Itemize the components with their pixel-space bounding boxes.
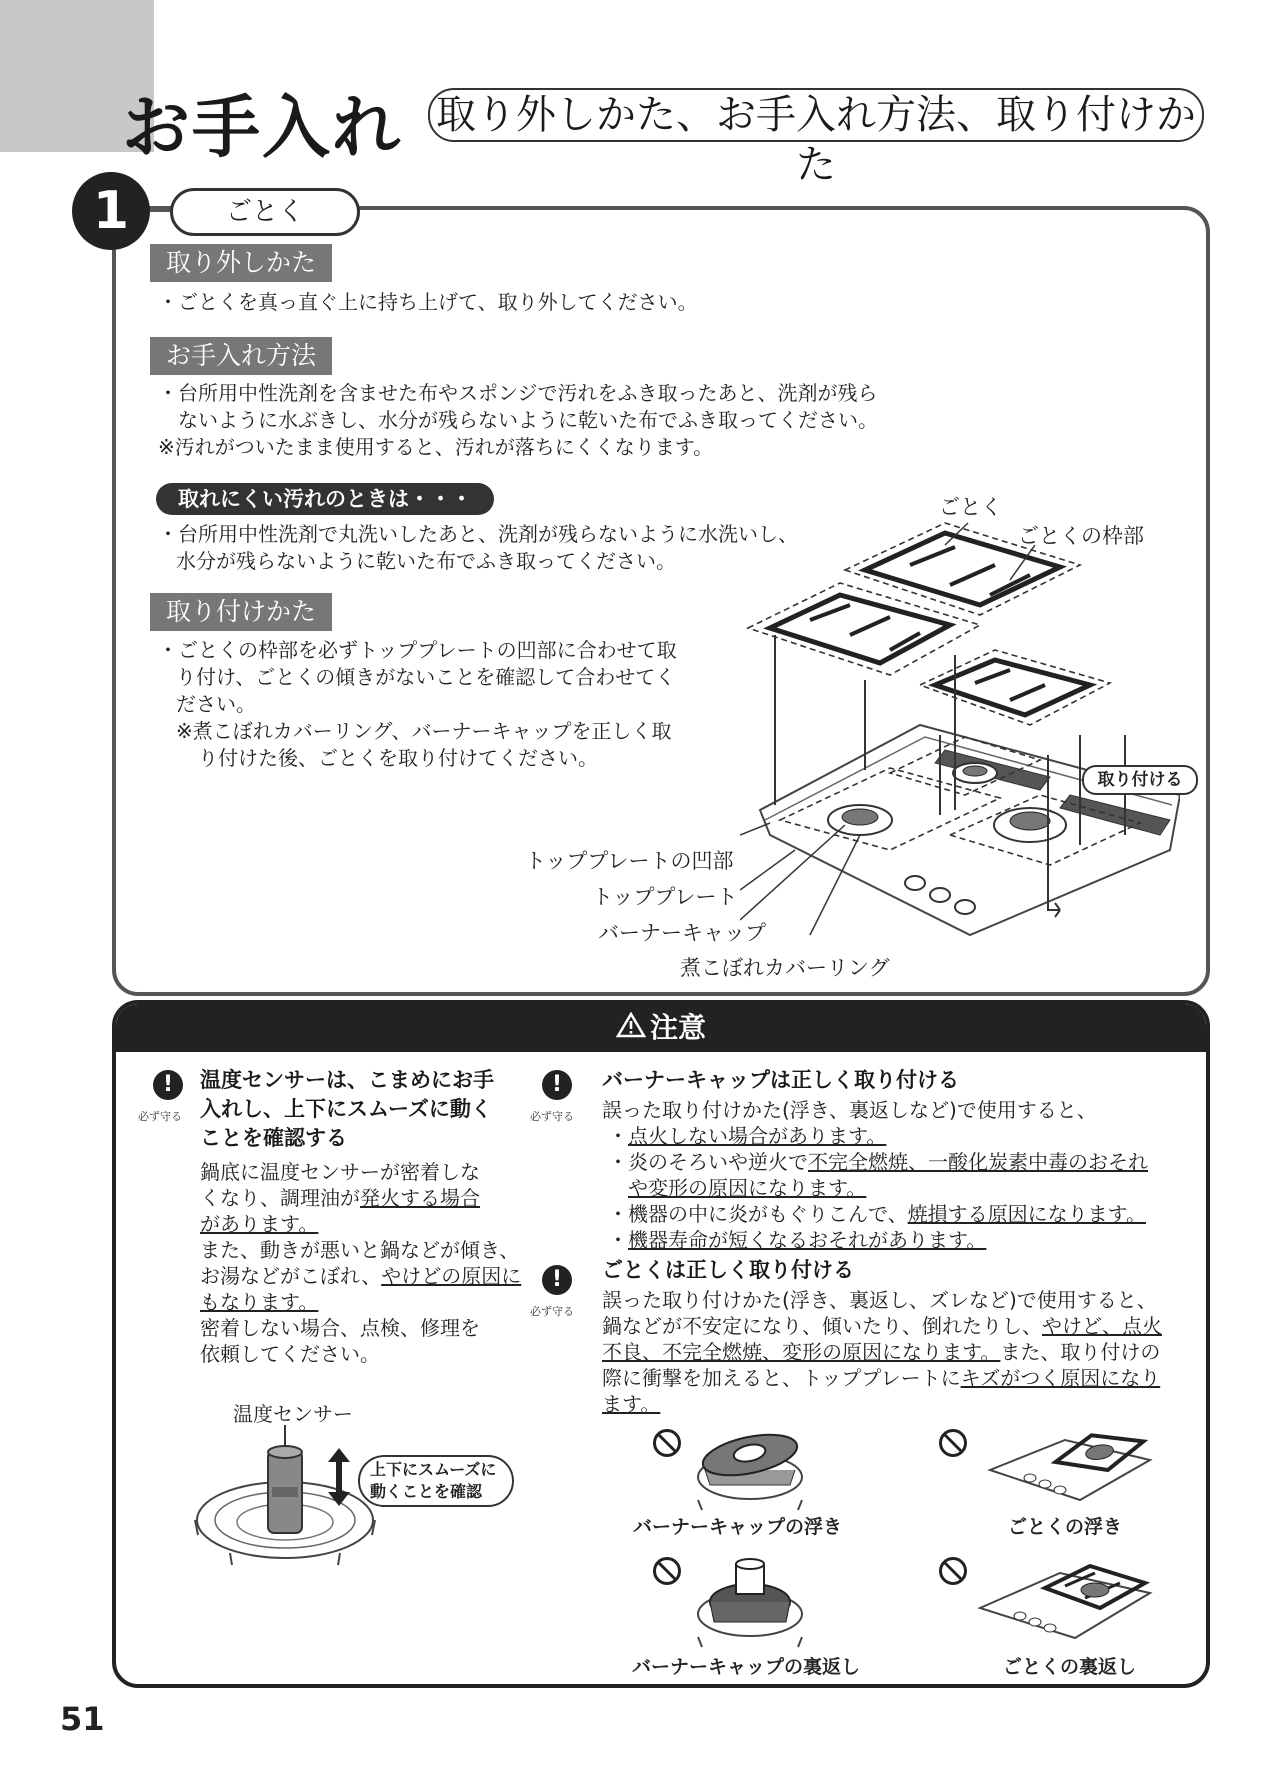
- must-follow-icon: !: [542, 1070, 572, 1100]
- label-topplate: トッププレート: [592, 885, 738, 909]
- label-burner-cap: バーナーキャップ: [598, 921, 766, 945]
- section-name: ごとく: [170, 188, 360, 236]
- prohibited-icon: [938, 1428, 968, 1458]
- page-subtitle: 取り外しかた、お手入れ方法、取り付けかた: [428, 88, 1204, 142]
- label-attach: 取り付ける: [1082, 765, 1198, 795]
- must-follow-label: 必ず守る: [138, 1110, 182, 1123]
- step-number: 1: [72, 172, 150, 250]
- caution1-text1: 鍋底に温度センサーが密着しな: [200, 1160, 480, 1184]
- caution2-bullet2: ・炎のそろいや逆火で不完全燃焼、一酸化炭素中毒のおそれ: [608, 1150, 1148, 1174]
- must-follow-label: 必ず守る: [530, 1305, 574, 1318]
- caution1-title-line1: 温度センサーは、こまめにお手: [200, 1068, 494, 1092]
- label-gotoku: ごとく: [939, 495, 1002, 519]
- prohibited-icon: [652, 1428, 682, 1458]
- gotoku-flip-figure: [975, 1548, 1155, 1648]
- burner-cap-flip-figure: [690, 1552, 810, 1652]
- cleaning-heading: お手入れ方法: [150, 337, 332, 375]
- gotoku-float-figure: [985, 1420, 1155, 1510]
- caution1-text6: もなります。: [200, 1290, 319, 1314]
- caution3-text1: 誤った取り付けかた(浮き、裏返し、ズレなど)で使用すると、: [602, 1288, 1157, 1312]
- attach-line3: ださい。: [176, 692, 256, 716]
- caution3-text5: ます。: [602, 1392, 661, 1416]
- label-gotoku-frame: ごとくの枠部: [1018, 524, 1144, 548]
- caution3-text3: 不良、不完全燃焼、変形の原因になります。また、取り付けの: [602, 1340, 1161, 1364]
- prohibited-icon: [938, 1556, 968, 1586]
- caution2-bullet1: ・点火しない場合があります。: [608, 1124, 887, 1148]
- must-follow-icon: !: [542, 1265, 572, 1295]
- stubborn-heading: 取れにくい汚れのときは・・・: [156, 483, 494, 515]
- caption-cap-float: バーナーキャップの浮き: [633, 1516, 843, 1538]
- caution3-text4: 際に衝撃を加えると、トッププレートにキズがつく原因になり: [602, 1366, 1161, 1390]
- must-follow-label: 必ず守る: [530, 1110, 574, 1123]
- caution-title: 注意: [649, 1011, 706, 1044]
- caution1-title-line2: 入れし、上下にスムーズに動く: [200, 1097, 492, 1121]
- removal-text: ・ごとくを真っ直ぐ上に持ち上げて、取り外してください。: [158, 290, 698, 314]
- caution2-bullet3: ・機器の中に炎がもぐりこんで、焼損する原因になります。: [608, 1202, 1147, 1226]
- stubborn-line2: 水分が残らないように乾いた布でふき取ってください。: [176, 549, 676, 573]
- stove-diagram: [740, 505, 1180, 945]
- attach-note1: ※煮こぼれカバーリング、バーナーキャップを正しく取: [176, 719, 672, 743]
- must-follow-icon: !: [153, 1070, 183, 1100]
- temperature-sensor-label: 温度センサー: [233, 1402, 353, 1426]
- attach-heading: 取り付けかた: [150, 593, 332, 631]
- caution1-text4: また、動きが悪いと鍋などが傾き、: [200, 1238, 520, 1262]
- caution2-bullet2-cont: や変形の原因になります。: [628, 1176, 867, 1200]
- caption-gotoku-float: ごとくの浮き: [1008, 1516, 1123, 1538]
- attach-line2: り付け、ごとくの傾きがないことを確認して合わせてく: [176, 665, 676, 689]
- cleaning-line1: ・台所用中性洗剤を含ませた布やスポンジで汚れをふき取ったあと、洗剤が残ら: [158, 381, 878, 405]
- caption-cap-flip: バーナーキャップの裏返し: [632, 1656, 861, 1678]
- caution1-text3: があります。: [200, 1212, 319, 1236]
- warning-icon: [616, 1005, 646, 1053]
- caution1-text8: 依頼してください。: [200, 1342, 380, 1366]
- attach-line1: ・ごとくの枠部を必ずトッププレートの凹部に合わせて取: [158, 638, 677, 662]
- up-down-arrow-icon: [326, 1446, 352, 1508]
- caution2-title: バーナーキャップは正しく取り付ける: [602, 1068, 959, 1092]
- prohibited-icon: [652, 1556, 682, 1586]
- caution1-title-line3: ことを確認する: [200, 1126, 347, 1150]
- caution3-text2: 鍋などが不安定になり、傾いたり、倒れたりし、やけど、点火: [602, 1314, 1162, 1338]
- page-number: 51: [60, 1700, 105, 1738]
- caution1-text7: 密着しない場合、点検、修理を: [200, 1316, 480, 1340]
- attach-note2: り付けた後、ごとくを取り付けてください。: [198, 746, 598, 770]
- cleaning-line2: ないように水ぶきし、水分が残らないように乾いた布でふき取ってください。: [178, 408, 878, 432]
- sensor-check-note: 上下にスムーズに 動くことを確認: [358, 1455, 514, 1507]
- caution2-bullet4: ・機器寿命が短くなるおそれがあります。: [608, 1228, 987, 1252]
- caution-header: [116, 1004, 1206, 1052]
- label-topplate-recess: トッププレートの凹部: [525, 849, 734, 873]
- caption-gotoku-flip: ごとくの裏返し: [1003, 1656, 1137, 1678]
- burner-cap-float-figure: [690, 1425, 810, 1515]
- caution1-text5: お湯などがこぼれ、やけどの原因に: [200, 1264, 522, 1288]
- caution3-title: ごとくは正しく取り付ける: [602, 1258, 854, 1282]
- page-title: お手入れ: [122, 89, 403, 168]
- removal-heading: 取り外しかた: [150, 244, 332, 282]
- caution1-text2: くなり、調理油が発火する場合: [200, 1186, 480, 1210]
- stubborn-line1: ・台所用中性洗剤で丸洗いしたあと、洗剤が残らないように水洗いし、: [158, 522, 798, 546]
- cleaning-note: ※汚れがついたまま使用すると、汚れが落ちにくくなります。: [158, 435, 714, 459]
- label-spill-ring: 煮こぼれカバーリング: [680, 956, 890, 980]
- caution2-text: 誤った取り付けかた(浮き、裏返しなど)で使用すると、: [602, 1098, 1097, 1122]
